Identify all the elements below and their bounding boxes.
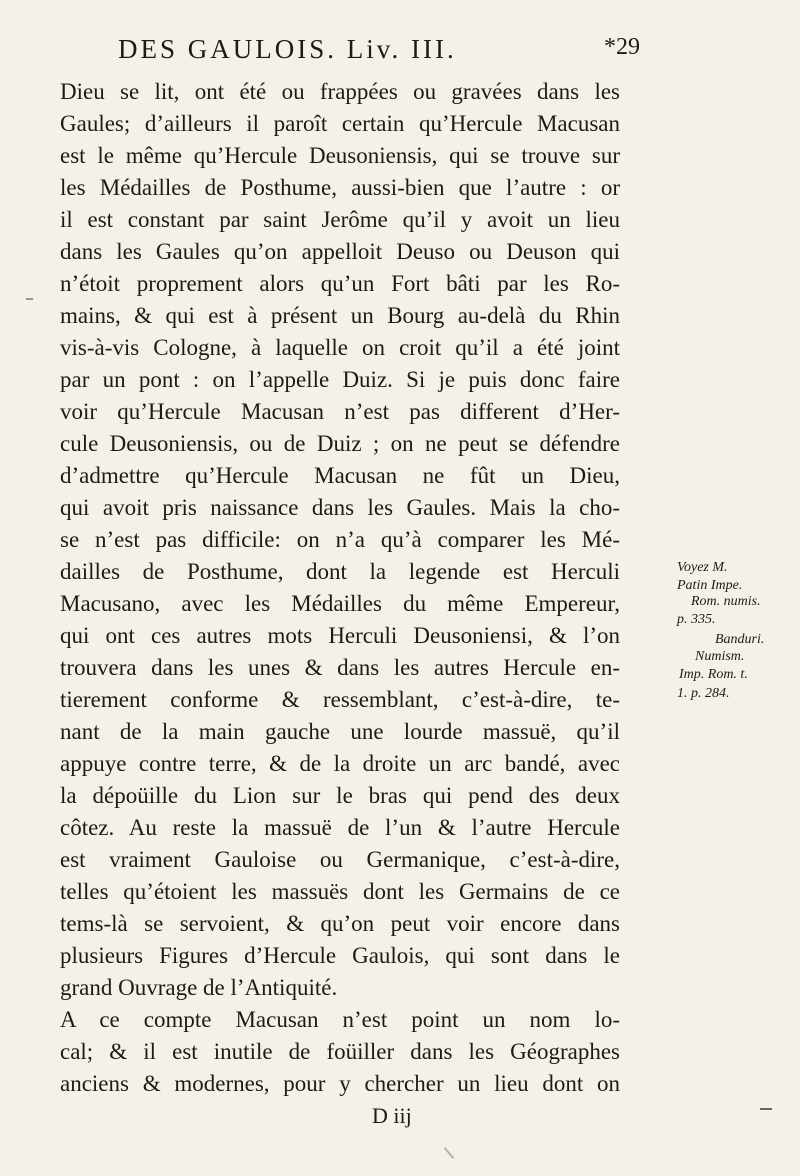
- text-line: Macusano, avec les Médailles du même Empereur,: [60, 591, 620, 616]
- text-line: Gaules; d’ailleurs il paroît certain qu’Hercule Macusan: [60, 111, 620, 136]
- text-line-paragraph-end: grand Ouvrage de l’Antiquité.: [60, 975, 338, 1000]
- text-line: se n’est pas difficile: on n’a qu’à comparer les Mé-: [60, 527, 620, 552]
- text-line: Dieu se lit, ont été ou frappées ou gravées dans les: [60, 79, 620, 104]
- text-line: dans les Gaules qu’on appelloit Deuso ou Deuson qui: [60, 239, 620, 264]
- text-line: vis-à-vis Cologne, à laquelle on croit qu’il a été joint: [60, 335, 620, 360]
- running-head-title: DES GAULOIS. Liv. III.: [118, 34, 457, 64]
- text-line: est le même qu’Hercule Deusoniensis, qui se trouve sur: [60, 143, 620, 168]
- text-line-paragraph-start: A ce compte Macusan n’est point un nom lo-: [60, 1007, 620, 1032]
- text-line: il est constant par saint Jerôme qu’il y avoit un lieu: [60, 207, 620, 232]
- margin-note: Imp. Rom. t.: [679, 667, 748, 682]
- text-line: d’admettre qu’Hercule Macusan ne fût un Dieu,: [60, 463, 620, 488]
- text-line: est vraiment Gauloise ou Germanique, c’est-à-dire,: [60, 847, 620, 872]
- signature-mark: D iij: [372, 1103, 412, 1128]
- text-line: telles qu’étoient les massuës dont les Germains de ce: [60, 879, 620, 904]
- text-line: voir qu’Hercule Macusan n’est pas different d’Her-: [60, 399, 620, 424]
- text-line: mains, & qui est à présent un Bourg au-delà du Rhin: [60, 303, 620, 328]
- text-line: qui ont ces autres mots Herculi Deusoniensi, & l’on: [60, 623, 620, 648]
- text-line: les Médailles de Posthume, aussi-bien que l’autre : or: [60, 175, 620, 200]
- text-line: tems-là se servoient, & qu’on peut voir encore dans: [60, 911, 620, 936]
- text-line: dailles de Posthume, dont la legende est Herculi: [60, 559, 620, 584]
- text-line: trouvera dans les unes & dans les autres Hercule en-: [60, 655, 620, 680]
- stray-ink-dash: [760, 1108, 772, 1110]
- margin-note: Numism.: [695, 649, 745, 664]
- text-line: cule Deusoniensis, ou de Duiz ; on ne peut se défendre: [60, 431, 620, 456]
- margin-note: 1. p. 284.: [677, 686, 730, 701]
- text-line: plusieurs Figures d’Hercule Gaulois, qui sont dans le: [60, 943, 620, 968]
- text-line: par un pont : on l’appelle Duiz. Si je puis donc faire: [60, 367, 620, 392]
- margin-note: Rom. numis.: [691, 594, 761, 609]
- running-head: [118, 34, 678, 65]
- margin-note: Voyez M.: [677, 560, 728, 575]
- text-line: côtez. Au reste la massuë de l’un & l’autre Hercule: [60, 815, 620, 840]
- text-line: la dépoüille du Lion sur le bras qui pend des deux: [60, 783, 620, 808]
- text-line: tierement conforme & ressemblant, c’est-à-dire, te-: [60, 687, 620, 712]
- page-number: *29: [604, 34, 640, 60]
- margin-note: p. 335.: [677, 612, 716, 627]
- text-line: n’étoit proprement alors qu’un Fort bâti par les Ro-: [60, 271, 620, 296]
- text-line: cal; & il est inutile de foüiller dans les Géographes: [60, 1039, 620, 1064]
- stray-ink-mark: [26, 298, 33, 300]
- margin-note: Patin Impe.: [677, 578, 743, 593]
- text-line: nant de la main gauche une lourde massuë, qu’il: [60, 719, 620, 744]
- text-line: anciens & modernes, pour y chercher un lieu dont on: [60, 1071, 620, 1096]
- margin-note: Banduri.: [715, 632, 765, 647]
- text-line: appuye contre terre, & de la droite un arc bandé, avec: [60, 751, 620, 776]
- stray-ink-stroke: [444, 1147, 455, 1159]
- text-line: qui avoit pris naissance dans les Gaules. Mais la cho-: [60, 495, 620, 520]
